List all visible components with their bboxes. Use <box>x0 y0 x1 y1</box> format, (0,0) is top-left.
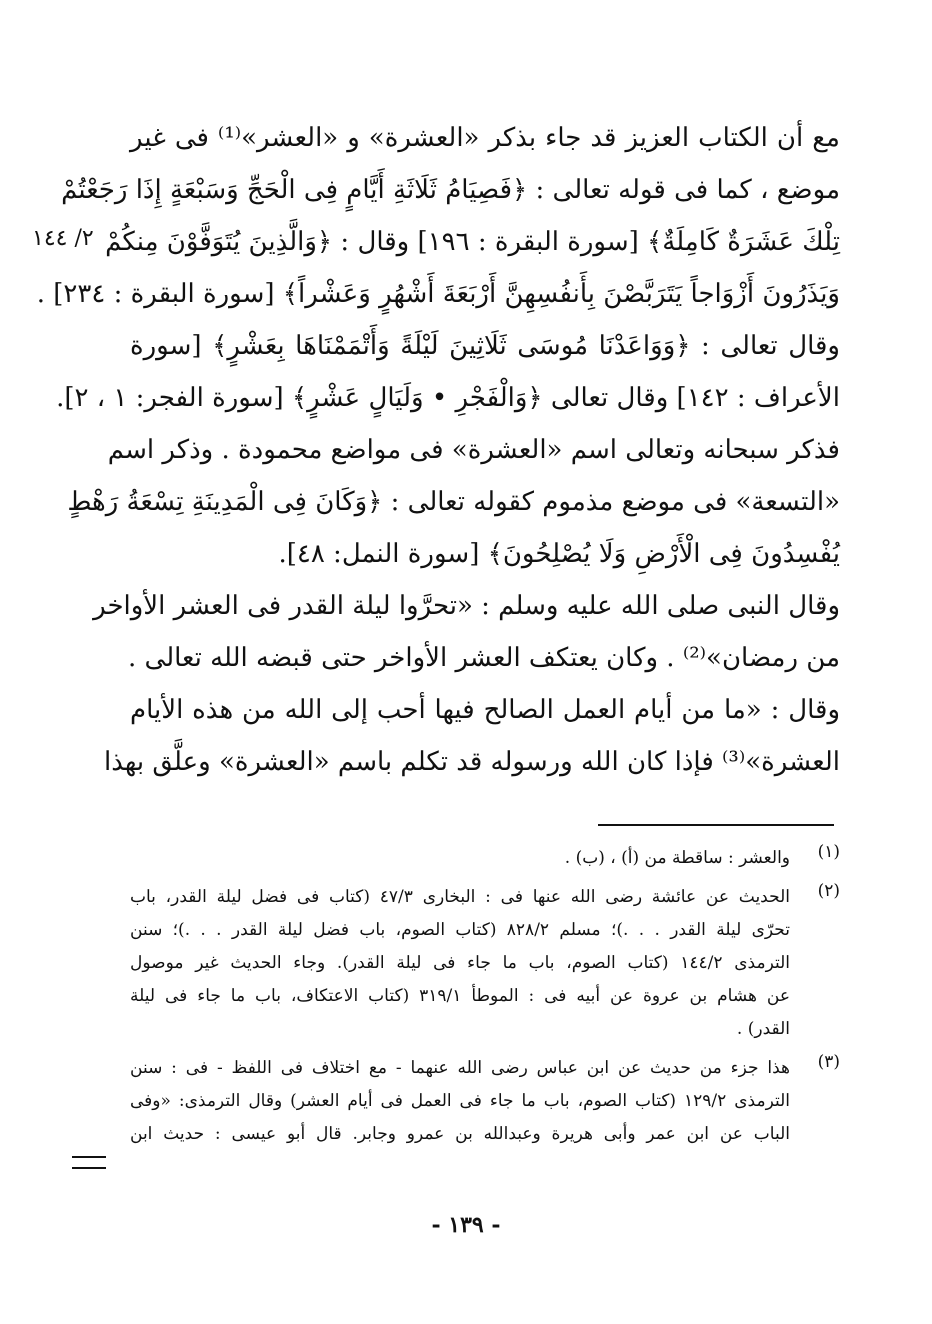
text-line: من رمضان»⁽²⁾ . وكان يعتكف العشر الأواخر حتى قبضه الله تعالى . <box>128 643 840 673</box>
footnote-separator <box>598 824 834 826</box>
footnote-line: هذا جزء من حديث عن ابن عباس رضى الله عنهما - مع اختلاف فى اللفظ - فى : سنن <box>130 1058 790 1078</box>
text-line: فذكر سبحانه وتعالى اسم «العشرة» فى مواضع محمودة . وذكر اسم <box>107 435 840 465</box>
footnote-number: (١) <box>817 842 840 862</box>
text-line: تِلْكَ عَشَرَةٌ كَامِلَةٌ﴾ [سورة البقرة : ١٩٦] وقال : ﴿وَالَّذِينَ يُتَوَفَّوْنَ مِنكُمْ <box>105 227 840 257</box>
text-line: «التسعة» فى موضع مذموم كقوله تعالى : ﴿وَكَانَ فِى الْمَدِينَةِ تِسْعَةُ رَهْطٍ <box>67 487 840 517</box>
text-line: يُفْسِدُونَ فِى الْأَرْضِ وَلَا يُصْلِحُونَ﴾ [سورة النمل: ٤٨]. <box>278 539 840 569</box>
margin-reference: ٢/ ١٤٤ <box>32 226 94 251</box>
footnote-line: تحرّى ليلة القدر . . .)؛ مسلم ٨٢٨/٢ (كتاب الصوم، باب فضل ليلة القدر . . .)؛ سنن <box>130 920 790 940</box>
footnote-line: الترمذى ١٢٩/٢ (كتاب الصوم، باب ما جاء فى العمل فى أيام العشر) وقال الترمذى: «وفى <box>130 1091 790 1111</box>
footnote-line: والعشر : ساقطة من (أ) ، (ب) . <box>564 848 790 868</box>
footnotes <box>130 842 840 1157</box>
footnote <box>130 881 840 1046</box>
footnote-number: (٢) <box>817 881 840 901</box>
footnote-line: الحديث عن عائشة رضى الله عنها فى : البخارى ٤٧/٣ (كتاب فى فضل ليلة القدر، باب <box>130 887 790 907</box>
page-number: - ١٣٩ - <box>431 1212 501 1238</box>
text-line: مع أن الكتاب العزيز قد جاء بذكر «العشرة» و «العشر»⁽¹⁾ فى غير <box>130 123 840 153</box>
footnote <box>130 1052 840 1151</box>
text-line: وقال النبى صلى الله عليه وسلم : «تحرَّوا ليلة القدر فى العشر الأواخر <box>93 591 840 621</box>
footnote-number: (٣) <box>817 1052 840 1072</box>
footnote <box>130 842 840 875</box>
text-line: موضع ، كما فى قوله تعالى : ﴿فَصِيَامُ ثَلَاثَةِ أَيَّامٍ فِى الْحَجِّ وَسَبْعَةٍ إِذَا رَجَعْتُمْ <box>61 175 840 205</box>
continuation-mark <box>72 1156 106 1169</box>
footnote-line: الباب عن ابن عمر وأبى هريرة وعبدالله بن عمرو وجابر. قال أبو عيسى : حديث ابن <box>130 1124 790 1144</box>
text-line: العشرة»⁽³⁾ فإذا كان الله ورسوله قد تكلم باسم «العشرة» وعلَّق بهذا <box>104 747 840 777</box>
text-line: الأعراف : ١٤٢] وقال تعالى ﴿وَالْفَجْرِ • وَلَيَالٍ عَشْرٍ﴾ [سورة الفجر: ١ ، ٢]. <box>56 383 840 413</box>
footnote-line: القدر) . <box>736 1019 790 1039</box>
text-line: وقال : «ما من أيام العمل الصالح فيها أحب إلى الله من هذه الأيام <box>130 695 840 725</box>
text-line: وقال تعالى : ﴿وَوَاعَدْنَا مُوسَى ثَلَاثِينَ لَيْلَةً وَأَتْمَمْنَاهَا بِعَشْرٍ﴾ [سورة <box>130 331 840 361</box>
text-line: وَيَذَرُونَ أَزْوَاجاً يَتَرَبَّصْنَ بِأَنفُسِهِنَّ أَرْبَعَةَ أَشْهُرٍ وَعَشْراً﴾ [سورة البقرة : ٢٣٤] . <box>36 279 840 309</box>
footnote-line: الترمذى ١٤٤/٢ (كتاب الصوم، باب ما جاء فى ليلة القدر). وجاء الحديث غير موصول <box>130 953 791 973</box>
footnote-line: عن هشام بن عروة عن أبيه فى : الموطأ ٣١٩/١ (كتاب الاعتكاف، باب ما جاء فى ليلة <box>130 986 790 1006</box>
